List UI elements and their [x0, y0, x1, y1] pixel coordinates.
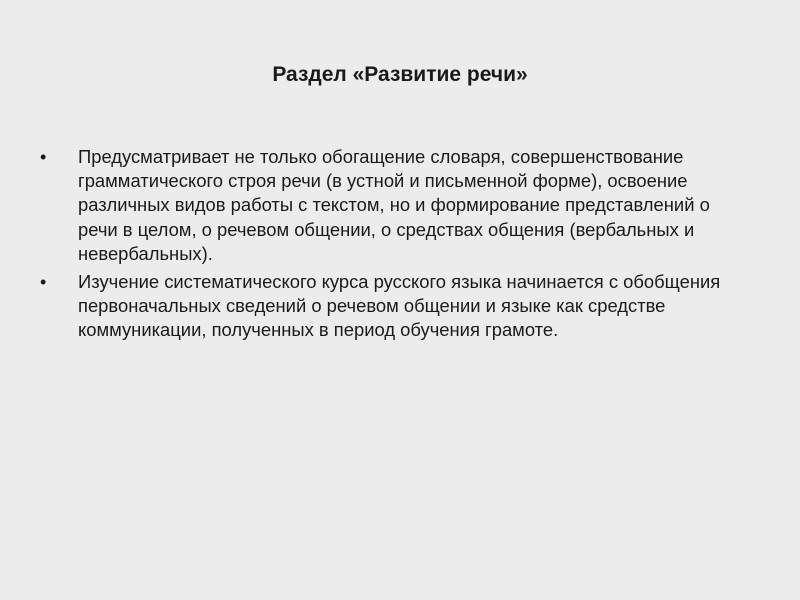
bullet-text: Предусматривает не только обогащение словаря, совершенствование грамматического строя речи (в устной и письменной форме), освоение различных видов работы с текстом, но и формирование представлений о речи в целом, о речевом общении, о средствах общения (вербальных и невербальных). [78, 146, 710, 264]
bullet-item [40, 270, 740, 343]
bullet-icon: • [40, 272, 47, 293]
bullet-text: Изучение систематического курса русского языка начинается с обобщения первоначальных сведений о речевом общении и языке как средстве коммуникации, полученных в период обучения грамоте. [78, 271, 721, 341]
bullet-icon: • [40, 147, 47, 167]
slide-title: Раздел «Развитие речи» [272, 63, 528, 86]
bullet-item [40, 145, 740, 266]
bullet-list [40, 145, 740, 347]
